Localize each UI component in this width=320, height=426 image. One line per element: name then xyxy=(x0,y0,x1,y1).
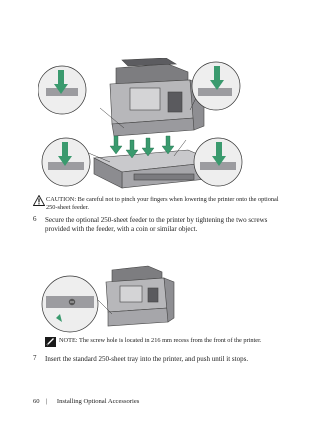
footer xyxy=(33,398,139,406)
caution-label: CAUTION: xyxy=(46,196,77,203)
note-text xyxy=(59,337,285,345)
caution-text xyxy=(46,196,286,211)
page-number: 60 xyxy=(33,398,40,405)
step-6-number: 6 xyxy=(33,215,37,223)
screw-detail-inset xyxy=(42,276,98,332)
detail-inset-right-top xyxy=(192,62,240,110)
caution-icon xyxy=(33,195,45,206)
step-6-text: Secure the optional 250-sheet feeder to the printer by tightening the two screws provided with the feeder, with a coin or similar object. xyxy=(45,216,268,233)
note-body: The screw hole is located in 216 mm recess from the front of the printer. xyxy=(79,337,262,344)
detail-inset-left-top xyxy=(38,66,86,114)
figure-printer-on-feeder xyxy=(38,58,248,192)
printer-illustration xyxy=(110,58,204,136)
note-icon xyxy=(45,337,56,347)
figure-tighten-screws xyxy=(40,262,190,334)
detail-inset-right-bottom xyxy=(194,138,242,186)
printer-on-feeder-illustration xyxy=(106,266,174,326)
detail-inset-left-bottom xyxy=(42,138,90,186)
footer-separator: | xyxy=(45,398,47,405)
step-7-number: 7 xyxy=(33,354,37,362)
caution-body: Be careful not to pinch your fingers when lowering the printer onto the optional 250-sheet feeder. xyxy=(46,196,279,211)
step-7-text: Insert the standard 250-sheet tray into the printer, and push until it stops. xyxy=(45,355,249,363)
footer-section-title: Installing Optional Accessories xyxy=(56,398,140,405)
note-label: NOTE: xyxy=(59,337,78,344)
